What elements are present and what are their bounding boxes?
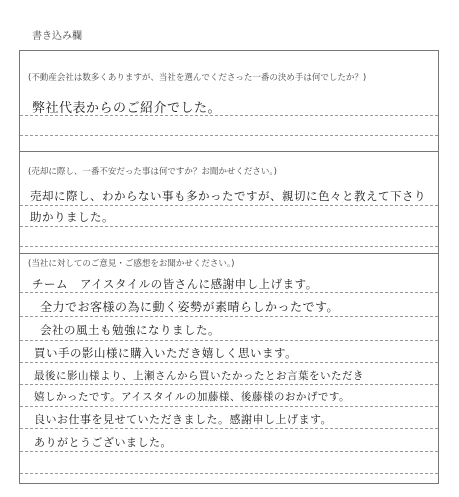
answer-line: 助かりました。 xyxy=(30,210,114,224)
ruled-line xyxy=(20,406,438,407)
response-form xyxy=(19,50,439,484)
answer-line: 全力でお客様の為に動く姿勢が素晴らしかったです。 xyxy=(40,300,340,314)
question-decision-factor: (不動産会社は数多くありますが、当社を選んでくださった一番の決め手は何でしたか？) xyxy=(28,73,367,83)
answer-line: チーム アイスタイルの皆さんに感謝申し上げます。 xyxy=(32,277,318,291)
ruled-line xyxy=(20,292,438,293)
ruled-line xyxy=(20,226,438,227)
ruled-line xyxy=(20,246,438,247)
answer-line: 会社の風土も勉強になりました。 xyxy=(40,323,220,337)
ruled-line xyxy=(20,362,438,363)
ruled-line xyxy=(20,384,438,385)
decision-factor-section xyxy=(20,51,438,151)
ruled-line xyxy=(20,205,438,206)
ruled-line xyxy=(20,135,438,136)
answer-line: 最後に影山様より、上瀬さんから買いたかったとお言葉をいただき xyxy=(34,370,364,382)
answer-line: 弊社代表からのご紹介でした。 xyxy=(32,101,222,116)
ruled-line xyxy=(20,340,438,341)
feedback-section xyxy=(20,253,438,486)
question-feedback: (当社に対してのご意見・ご感想をお聞かせください。) xyxy=(28,259,235,269)
answer-line: 嬉しかったです。アイスタイルの加藤様、後藤様のおかげです。 xyxy=(34,391,351,403)
answer-line: ありがとうございました。 xyxy=(34,436,172,449)
answer-line: 売却に際し、わからない事も多かったですが、親切に色々と教えて下さり xyxy=(30,189,426,203)
concern-section xyxy=(20,151,438,254)
ruled-line xyxy=(20,473,438,474)
answer-line: 買い手の影山様に購入いただき嬉しく思います。 xyxy=(34,346,298,360)
answer-line: 良いお仕事を見せていただきました。感謝申し上げます。 xyxy=(34,413,333,426)
page-title: 書き込み欄 xyxy=(32,31,82,42)
ruled-line xyxy=(20,115,438,116)
ruled-line xyxy=(20,451,438,452)
question-concern: (売却に際し、一番不安だった事は何ですか？お聞かせください。) xyxy=(28,167,277,177)
ruled-line xyxy=(20,428,438,429)
ruled-line xyxy=(20,316,438,317)
